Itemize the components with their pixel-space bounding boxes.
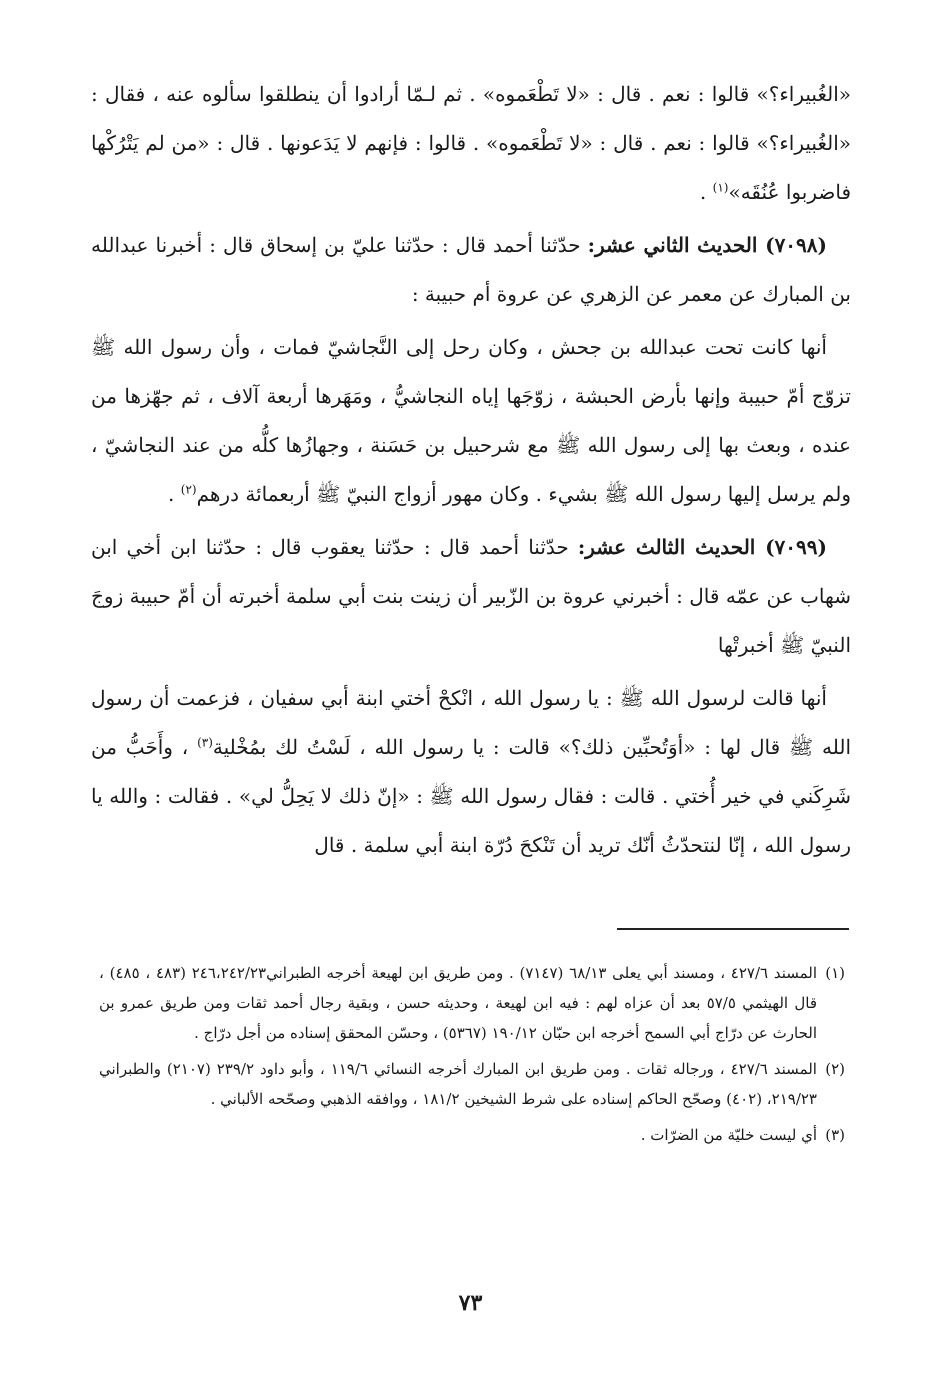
footnotes: [99, 958, 845, 1156]
hadith-7099-isnad: حدّثنا أحمد قال : حدّثنا يعقوب قال : حدّثنا ابن أخي ابن شهاب عن عمّه قال : أخبرني عروة بن الزّبير أن زينت بنت أبي سلمة أخبرته أن أمّ حبيبة زوجَ النبيّ ﷺ أخبرتْها: [91, 535, 851, 657]
footnote-2-number: (٢): [825, 1060, 845, 1078]
paragraph-1-text: «الغُبيراء؟» قالوا : نعم . قال : «لا تَطْعَموه» . ثم لـمّا أرادوا أن ينطلقوا سألوه عنه ، فقال : «الغُبيراء؟» قالوا : نعم . قال : «لا تَطْعَموه» . قالوا : فإنهم لا يَدَعونها . قال : «من لم يَتْرُكْها فاضربوا عُنُقَه»: [91, 82, 851, 204]
footnote-3-number: (٣): [825, 1126, 845, 1144]
hadith-7099-heading: (٧٠٩٩) الحديث الثالث عشر:: [577, 535, 827, 559]
footnote-separator: [617, 928, 849, 930]
paragraph-1: [91, 70, 851, 217]
footnote-ref-2[interactable]: (٢): [180, 482, 197, 497]
paragraph-1-end: .: [699, 180, 713, 204]
footnote-2-text: المسند ٤٢٧/٦ ، ورجاله ثقات . ومن طريق ابن المبارك أخرجه النسائي ١١٩/٦ ، وأبو داود ٢٣٩/٢ (٢١٠٧) والطبراني ٢١٩/٢٣، (٤٠٢) وصحّح الحاكم إسناده على شرط الشيخين ١٨١/٢ ، ووافقه الذهبي وصحّحه الألباني .: [99, 1060, 817, 1108]
paragraph-3-text-a: أنها قالت لرسول الله ﷺ : يا رسول الله ، انْكحْ أختي ابنة أبي سفيان ، فزعمت أن رسول الله ﷺ قال لها : «أوَتُحبِّين ذلك؟» قالت : يا رسول الله ، لَسْتُ لك بمُخْلية: [91, 686, 851, 759]
footnote-3: [99, 1120, 845, 1150]
paragraph-2-text: أنها كانت تحت عبدالله بن جحش ، وكان رحل إلى النَّجاشيّ فمات ، وأن رسول الله ﷺ تزوّج أمّ حبيبة وإنها بأرض الحبشة ، زوّجَها إياه النجاشيُّ ، ومَهَرها أربعة آلاف ، ثم جهّزها من عنده ، وبعث بها إلى رسول الله ﷺ مع شرحبيل بن حَسَنة ، وجهازُها كلُّه من عند النجاشيّ ، ولم يرسل إليها رسول الله ﷺ بشيء . وكان مهور أزواج النبيّ ﷺ أربعمائة درهم: [91, 335, 851, 506]
footnote-ref-3[interactable]: (٣): [197, 735, 213, 750]
paragraph-2-end: .: [168, 482, 181, 506]
footnote-2: [99, 1054, 845, 1114]
paragraph-2: [91, 323, 851, 519]
hadith-7098: [91, 221, 851, 319]
main-text: [91, 70, 851, 870]
footnote-3-text: أي ليست خليّة من الضرّات .: [640, 1126, 817, 1144]
paragraph-3: [91, 674, 851, 870]
footnote-ref-1[interactable]: (١): [712, 180, 729, 195]
footnote-1: [99, 958, 845, 1048]
hadith-7099: [91, 523, 851, 670]
page-number: ٧٣: [458, 1290, 483, 1316]
hadith-7098-isnad: حدّثنا أحمد قال : حدّثنا عليّ بن إسحاق قال : أخبرنا عبدالله بن المبارك عن معمر عن الزهري عن عروة أم حبيبة :: [91, 233, 851, 306]
paragraph-3-text-b: ، وأَحَبُّ من شَرِكَني في خير أُختي . قالت : فقال رسول الله ﷺ : «إنّ ذلك لا يَحِلُّ لي» . فقالت : والله يا رسول الله ، إنّا لنتحدّثُ أنّك تريد أن تَنْكحَ دُرّة ابنة أبي سلمة . قال: [91, 735, 851, 857]
hadith-7098-heading: (٧٠٩٨) الحديث الثاني عشر:: [587, 233, 827, 257]
footnote-1-text: المسند ٤٢٧/٦ ، ومسند أبي يعلى ٦٨/١٣ (٧١٤٧) . ومن طريق ابن لهيعة أخرجه الطبراني٢٤٦،٢٤٢/٢٣ (٤٨٣ ، ٤٨٥) ، قال الهيثمي ٥٧/٥ بعد أن عزاه لهم : فيه ابن لهيعة ، وحديثه حسن ، وبقية رجال أحمد ثقات ومن طريق عمرو بن الحارث عن درّاج أبي السمح أخرجه ابن حبّان ١٩٠/١٢ (٥٣٦٧) ، وحسّن المحقق إسناده من أجل درّاج .: [99, 964, 818, 1042]
footnote-1-number: (١): [825, 964, 846, 982]
